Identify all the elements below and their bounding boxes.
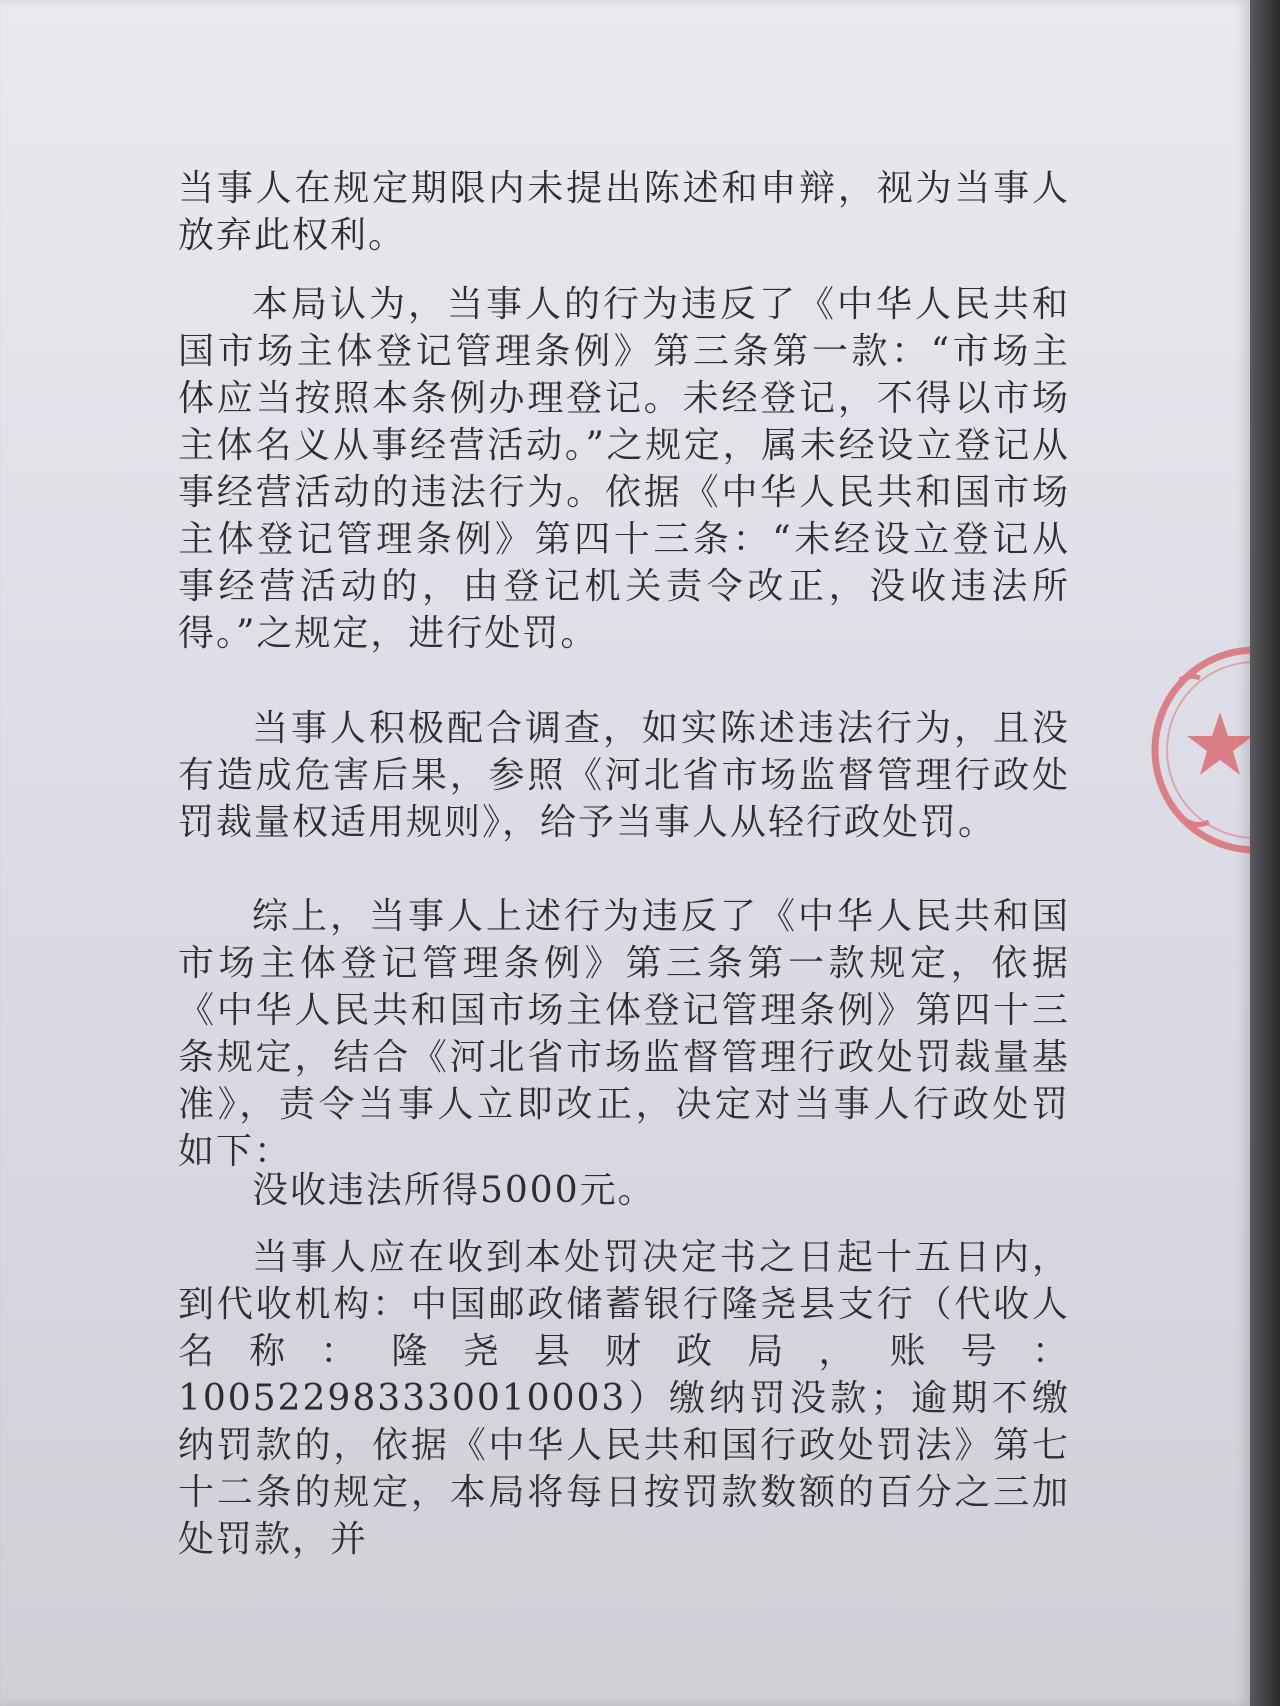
background-edge <box>1250 0 1280 1706</box>
paragraph-confiscation: 没收违法所得5000元。 <box>252 1170 656 1211</box>
official-seal-stamp <box>1140 620 1250 880</box>
paragraph-conclusion: 综上，当事人上述行为违反了《中华人民共和国市场主体登记管理条例》第三条第一款规定，依据《中华人民共和国市场主体登记管理条例》第四十三条规定，结合《河北省市场监督管理行政处罚裁量基准》，责令当事人立即改正，决定对当事人行政处罚如下： <box>178 896 1070 1172</box>
paragraph-payment-instructions: 当事人应在收到本处罚决定书之日起十五日内，到代收机构：中国邮政储蓄银行隆尧县支行（代收人名称：隆尧县财政局，账号：100522983330010003）缴纳罚没款；逾期不缴纳罚款的，依据《中华人民共和国行政处罚法》第七十二条的规定，本局将每日按罚款数额的百分之三加处罚款，并 <box>178 1237 1070 1560</box>
paragraph-statement-waiver: 当事人在规定期限内未提出陈述和申辩，视为当事人放弃此权利。 <box>178 168 1070 256</box>
paragraph-violation-basis: 本局认为，当事人的行为违反了《中华人民共和国市场主体登记管理条例》第三条第一款：“市场主体应当按照本条例办理登记。未经登记，不得以市场主体名义从事经营活动。”之规定，属未经设立登记从事经营活动的违法行为。依据《中华人民共和国市场主体登记管理条例》第四十三条：“未经设立登记从事经营活动的，由登记机关责令改正，没收违法所得。”之规定，进行处罚。 <box>178 284 1070 654</box>
paragraph-lenient-penalty: 当事人积极配合调查，如实陈述违法行为，且没有造成危害后果，参照《河北省市场监督管理行政处罚裁量权适用规则》，给予当事人从轻行政处罚。 <box>178 708 1070 843</box>
